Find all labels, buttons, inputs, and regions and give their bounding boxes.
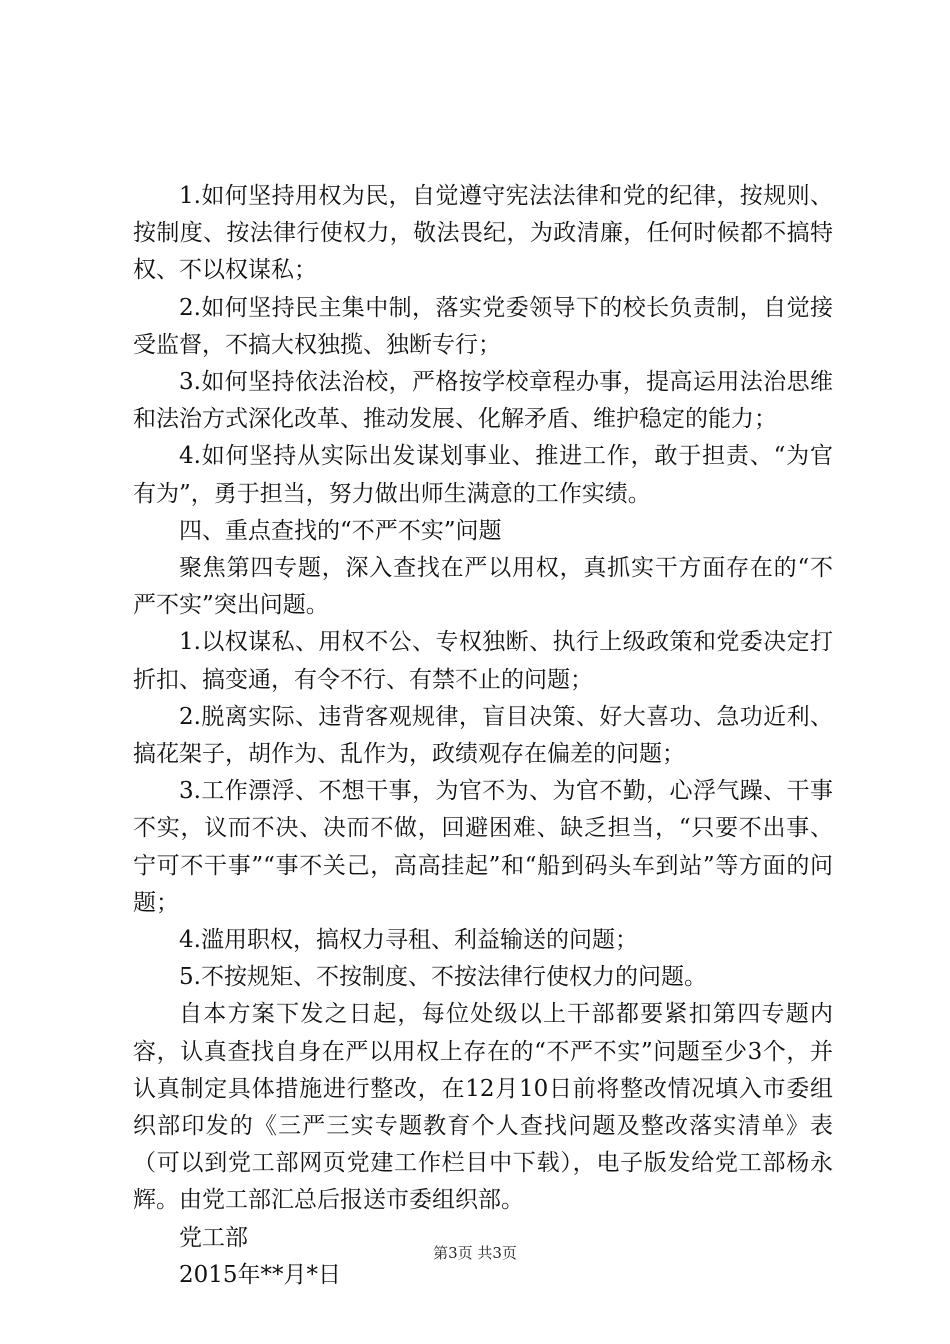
issue-item-4: 4.滥用职权，搞权力寻租、利益输送的问题； (179, 927, 638, 954)
paragraph-4: 4.如何坚持从实际出发谋划事业、推进工作，敢于担责、“为官有为”，勇于担当，努力做出师生满意的工作实绩。 (133, 443, 833, 507)
page-number: 第3页 共3页 (433, 1244, 517, 1262)
issue-item-3: 3.工作漂浮、不想干事，为官不为、为官不勤，心浮气躁、干事不实，议而不决、决而不做，回避困难、缺乏担当，“只要不出事、宁可不干事”“事不关己，高高挂起”和“船到码头车到站”等方面的问题； (133, 778, 833, 916)
signature: 党工部 (179, 1224, 248, 1251)
issue-item-5: 5.不按规矩、不按制度、不按法律行使权力的问题。 (179, 964, 707, 991)
date: 2015年**月*日 (179, 1261, 342, 1288)
paragraph-intro: 聚焦第四专题，深入查找在严以用权，真抓实干方面存在的“不严不实”突出问题。 (133, 555, 833, 619)
paragraph-1: 1.如何坚持用权为民，自觉遵守宪法法律和党的纪律，按规则、按制度、按法律行使权力，敬法畏纪，为政清廉，任何时候都不搞特权、不以权谋私； (133, 183, 833, 284)
paragraph-2: 2.如何坚持民主集中制，落实党委领导下的校长负责制，自觉接受监督，不搞大权独揽、独断专行； (133, 294, 833, 358)
issue-item-1: 1.以权谋私、用权不公、专权独断、执行上级政策和党委决定打折扣、搞变通，有令不行、有禁不止的问题； (133, 629, 833, 693)
section-heading: 四、重点查找的“不严不实”问题 (179, 517, 502, 544)
issue-item-2: 2.脱离实际、违背客观规律，盲目决策、好大喜功、急功近利、搞花架子，胡作为、乱作为，政绩观存在偏差的问题； (133, 703, 833, 768)
paragraph-instructions: 自本方案下发之日起，每位处级以上干部都要紧扣第四专题内容，认真查找自身在严以用权上存在的“不严不实”问题至少3个，并认真制定具体措施进行整改，在12月10日前将整改情况填入市委组织部印发的《三严三实专题教育个人查找问题及整改落实清单》表（可以到党工部网页党建工作栏目中下载），电子版发给党工部杨永辉。由党工部汇总后报送市委组织部。 (133, 1001, 833, 1214)
document-body (133, 178, 833, 1294)
paragraph-3: 3.如何坚持依法治校，严格按学校章程办事，提高运用法治思维和法治方式深化改革、推动发展、化解矛盾、维护稳定的能力； (133, 369, 833, 433)
